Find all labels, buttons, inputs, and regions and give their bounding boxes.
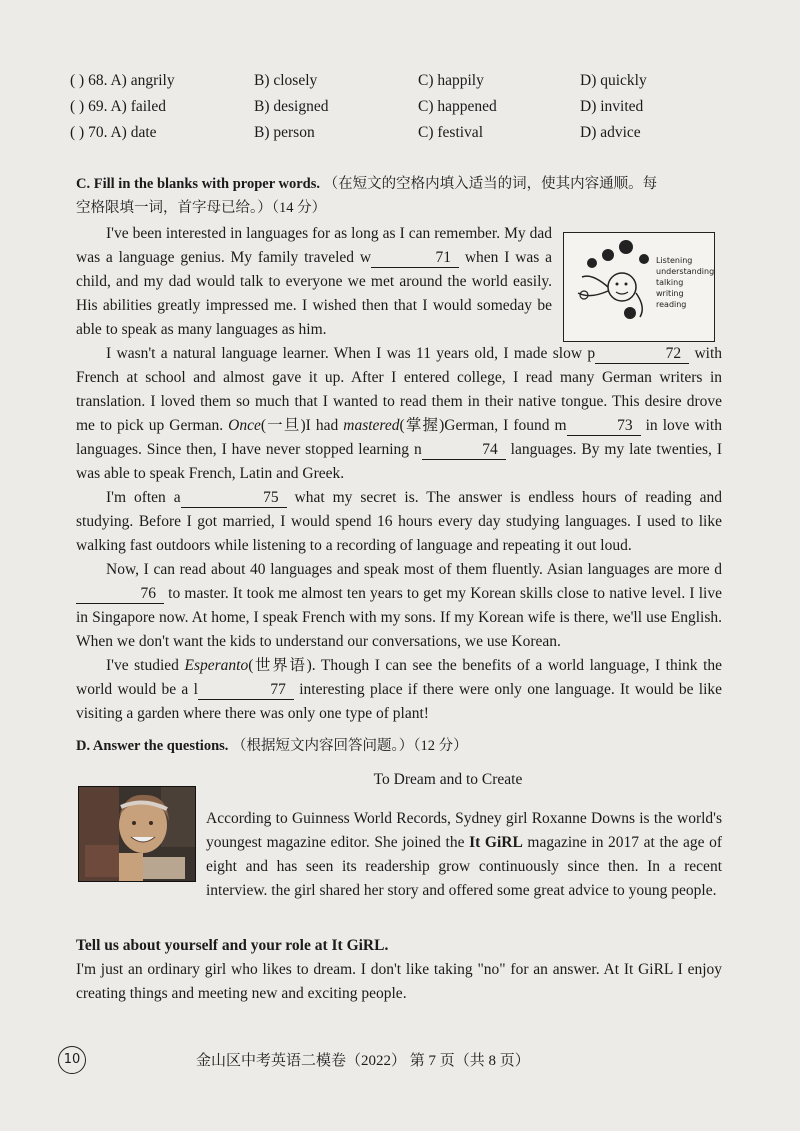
story-intro xyxy=(76,807,722,903)
mc-70-option-d: D) advice xyxy=(580,124,641,141)
paragraph-4 xyxy=(76,558,722,654)
blank-72[interactable]: 72 xyxy=(595,345,689,364)
interview-question: Tell us about yourself and your role at It GiRL. xyxy=(76,937,389,954)
paragraph-1-text-b: when I was a child, and my dad would talk to everyone we met around the world easily. His abilities greatly impressed me. I wished then that I would someday be able to speak as many languages as him. xyxy=(76,249,552,338)
word-esperanto-gloss: (世界语) xyxy=(248,657,312,674)
story-intro-text-a: According to Guinness World Records, Sydney girl Roxanne Downs is the world's youngest magazine editor. She joined the xyxy=(206,810,722,851)
paragraph-3-text-b: what my secret is. The answer is endless hours of reading and studying. Before I got married, I would spend 16 hours every day studying languages. I used to like walking fast outdoors while listening to a recording of language and repeating it out loud. xyxy=(76,489,722,554)
section-d-title-en: D. Answer the questions. xyxy=(76,738,229,754)
mc-68-option-d: D) quickly xyxy=(580,72,647,89)
footer-text: 金山区中考英语二模卷（2022） 第 7 页（共 8 页） xyxy=(196,1053,530,1069)
paragraph-1 xyxy=(76,222,552,342)
mc-70-option-b: B) person xyxy=(254,124,315,141)
page-footer xyxy=(0,1046,800,1076)
paragraph-5-text-a: I've studied xyxy=(106,657,185,674)
paragraph-3 xyxy=(76,486,722,558)
word-esperanto: Esperanto xyxy=(184,657,249,674)
mc-68-option-b: B) closely xyxy=(254,72,318,89)
section-d-title-cn: （根据短文内容回答问题。）（12 分） xyxy=(232,738,468,754)
mc-68-option-a: ( ) 68. A) angrily xyxy=(70,72,175,89)
paragraph-2-text-b: with French at school and almost gave it up. After I entered college, I read many German writers in translation. I loved them so much that I wanted to read them in their native tongue. This desire drove me to pick up German. xyxy=(76,345,723,434)
mc-69-option-a: ( ) 69. A) failed xyxy=(70,98,166,115)
language-illustration xyxy=(563,232,715,342)
blank-76[interactable]: 76 xyxy=(76,585,164,604)
section-c-title xyxy=(76,172,726,220)
blank-73[interactable]: 73 xyxy=(567,417,641,436)
juggler-drawing xyxy=(564,233,714,341)
mc-69-option-d: D) invited xyxy=(580,98,644,115)
story-intro-text-b: magazine in 2017 at the age of eight and has seen its readership grow continuously since then. In a recent interview. the girl shared her story and offered some great advice to young people. xyxy=(206,834,723,899)
word-mastered: mastered xyxy=(343,417,400,434)
paragraph-1-text-a: I've been interested in languages for as long as I can remember. My dad was a language genius. My family traveled w xyxy=(76,225,552,266)
mc-69-option-b: B) designed xyxy=(254,98,329,115)
paragraph-5-text-b: . Though I can see the benefits of a world language, I think the world would be a l xyxy=(76,657,723,698)
blank-75[interactable]: 75 xyxy=(181,489,287,508)
section-d-title xyxy=(76,734,726,758)
mc-68-option-c: C) happily xyxy=(418,72,484,89)
section-c-title-en: C. Fill in the blanks with proper words. xyxy=(76,176,320,192)
story-title: To Dream and to Create xyxy=(373,771,523,788)
blank-71[interactable]: 71 xyxy=(371,249,459,268)
illustration-word-3: talking xyxy=(656,278,684,287)
paragraph-2 xyxy=(76,342,722,486)
paragraph-2-text-d: German, I found m xyxy=(444,417,567,434)
magazine-name: It GiRL xyxy=(469,834,523,851)
illustration-word-2: understanding xyxy=(656,267,714,276)
paragraph-2-text-a: I wasn't a natural language learner. When I was 11 years old, I made slow p xyxy=(106,345,596,362)
section-c-title-cn: （在短文的空格内填入适当的词，使其内容通顺。每 xyxy=(323,176,658,192)
word-once: Once xyxy=(228,417,261,434)
paragraph-3-text-a: I'm often a xyxy=(106,489,181,506)
paragraph-5-text-c: interesting place if there were only one language. It would be like visiting a garden where there was only one type of plant! xyxy=(76,681,723,722)
mc-70-option-c: C) festival xyxy=(418,124,483,141)
section-c-title-cn-2: 空格限填一词，首字母已给。）（14 分） xyxy=(76,200,327,216)
word-mastered-gloss: (掌握) xyxy=(399,417,445,434)
word-once-gloss: (一旦) xyxy=(260,417,306,434)
page-number-badge: 10 xyxy=(58,1046,86,1074)
mc-69-option-c: C) happened xyxy=(418,98,497,115)
mc-70-option-a: ( ) 70. A) date xyxy=(70,124,157,141)
paragraph-4-text-a: Now, I can read about 40 languages and speak most of them fluently. Asian languages are more d xyxy=(106,561,722,578)
paragraph-2-text-c: I had xyxy=(305,417,344,434)
paragraph-2-text-f: languages. By my late twenties, I was able to speak French, Latin and Greek. xyxy=(76,441,723,482)
illustration-word-1: Listening xyxy=(656,256,693,265)
blank-77[interactable]: 77 xyxy=(198,681,294,700)
interview-answer: I'm just an ordinary girl who likes to dream. I don't like taking "no" for an answer. At It GiRL I enjoy creating things and meeting new and exciting people. xyxy=(76,961,722,1002)
paragraph-4-text-b: to master. It took me almost ten years to get my Korean skills close to native level. I live in Singapore now. At home, I speak French with my sons. If my Korean wife is there, we'll use English. When we don't want the kids to understand our conversations, we use Korean. xyxy=(76,585,722,650)
illustration-word-4: writing xyxy=(656,289,684,298)
illustration-word-5: reading xyxy=(656,300,687,309)
paragraph-2-text-e: in love with languages. Since then, I have never stopped learning n xyxy=(76,417,722,458)
paragraph-5 xyxy=(76,654,722,726)
blank-74[interactable]: 74 xyxy=(422,441,506,460)
